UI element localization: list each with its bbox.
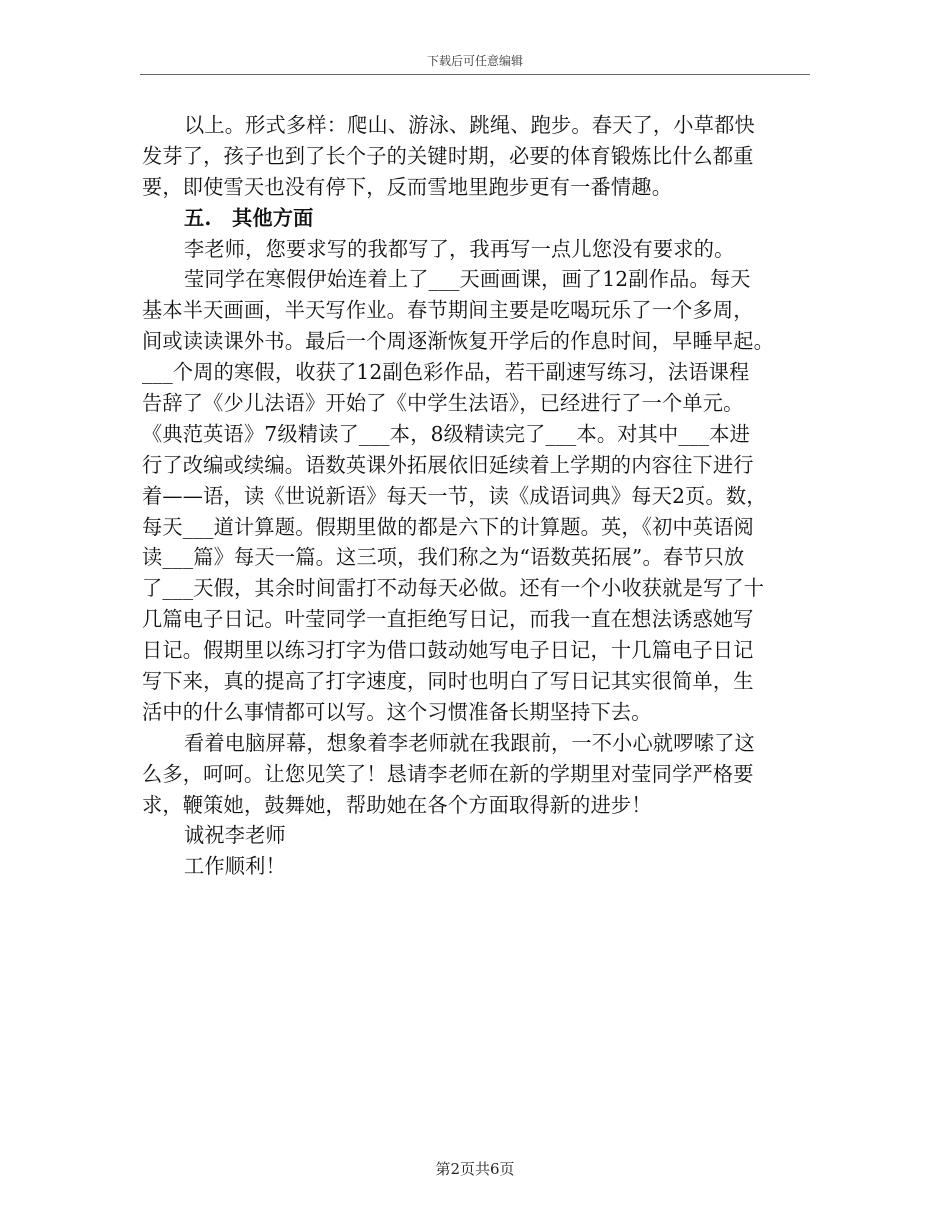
header-rule <box>140 74 810 75</box>
text-line: 《典范英语》7级精读了___本，8级精读完了___本。对其中___本进 <box>142 421 751 446</box>
text-line: 求，鞭策她，鼓舞她，帮助她在各个方面取得新的进步！ <box>142 792 652 817</box>
closing-salutation: 诚祝李老师 <box>184 823 286 848</box>
closing-wish: 工作顺利！ <box>184 854 286 879</box>
text-line: 着——语，读《世说新语》每天一节，读《成语词典》每天2页。数， <box>142 483 767 508</box>
text-line: 李老师，您要求写的我都写了，我再写一点儿您没有要求的。 <box>184 236 735 261</box>
text-line: 告辞了《少儿法语》开始了《中学生法语》，已经进行了一个单元。 <box>142 391 744 416</box>
text-line: 发芽了，孩子也到了长个子的关键时期，必要的体育锻炼比什么都重 <box>142 143 754 168</box>
section-heading: 五. 其他方面 <box>184 205 314 230</box>
text-line: 读___篇》每天一篇。这三项，我们称之为“语数英拓展”。春节只放 <box>142 545 745 570</box>
text-line: 基本半天画画，半天写作业。春节期间主要是吃喝玩乐了一个多周， <box>142 298 754 323</box>
page-number <box>0 1158 950 1179</box>
document-body <box>142 110 810 882</box>
text-line: 间或读读课外书。最后一个周逐渐恢复开学后的作息时间，早睡早起。 <box>142 329 775 354</box>
text-line: 么多，呵呵。让您见笑了！恳请李老师在新的学期里对莹同学严格要 <box>142 761 754 786</box>
text-line: ___个周的寒假，收获了12副色彩作品，若干副速写练习，法语课程 <box>142 360 750 385</box>
text-line: 看着电脑屏幕，想象着李老师就在我跟前，一不小心就啰嗦了这 <box>184 730 755 755</box>
text-line: 以上。形式多样：爬山、游泳、跳绳、跑步。春天了，小草都快 <box>184 113 755 137</box>
text-line: 莹同学在寒假伊始连着上了___天画画课，画了12副作品。每天 <box>184 267 751 292</box>
text-line: 活中的什么事情都可以写。这个习惯准备长期坚持下去。 <box>142 699 652 724</box>
header-text: 下载后可任意编辑 <box>426 54 523 68</box>
text-line: 每天___道计算题。假期里做的都是六下的计算题。英，《初中英语阅 <box>142 514 755 539</box>
text-line: 日记。假期里以练习打字为借口鼓动她写电子日记，十几篇电子日记 <box>142 638 754 663</box>
footer-text: 第2页共6页 <box>435 1160 515 1178</box>
text-line: 要，即使雪天也没有停下，反而雪地里跑步更有一番情趣。 <box>142 174 673 199</box>
text-line: 几篇电子日记。叶莹同学一直拒绝写日记，而我一直在想法诱惑她写 <box>142 607 754 632</box>
text-line: 写下来，真的提高了打字速度，同时也明白了写日记其实很简单，生 <box>142 669 754 694</box>
text-line: 行了改编或续编。语数英课外拓展依旧延续着上学期的内容往下进行 <box>142 452 754 477</box>
text-line: 了___天假，其余时间雷打不动每天必做。还有一个小收获就是写了十 <box>142 576 765 601</box>
page-header <box>0 52 950 69</box>
